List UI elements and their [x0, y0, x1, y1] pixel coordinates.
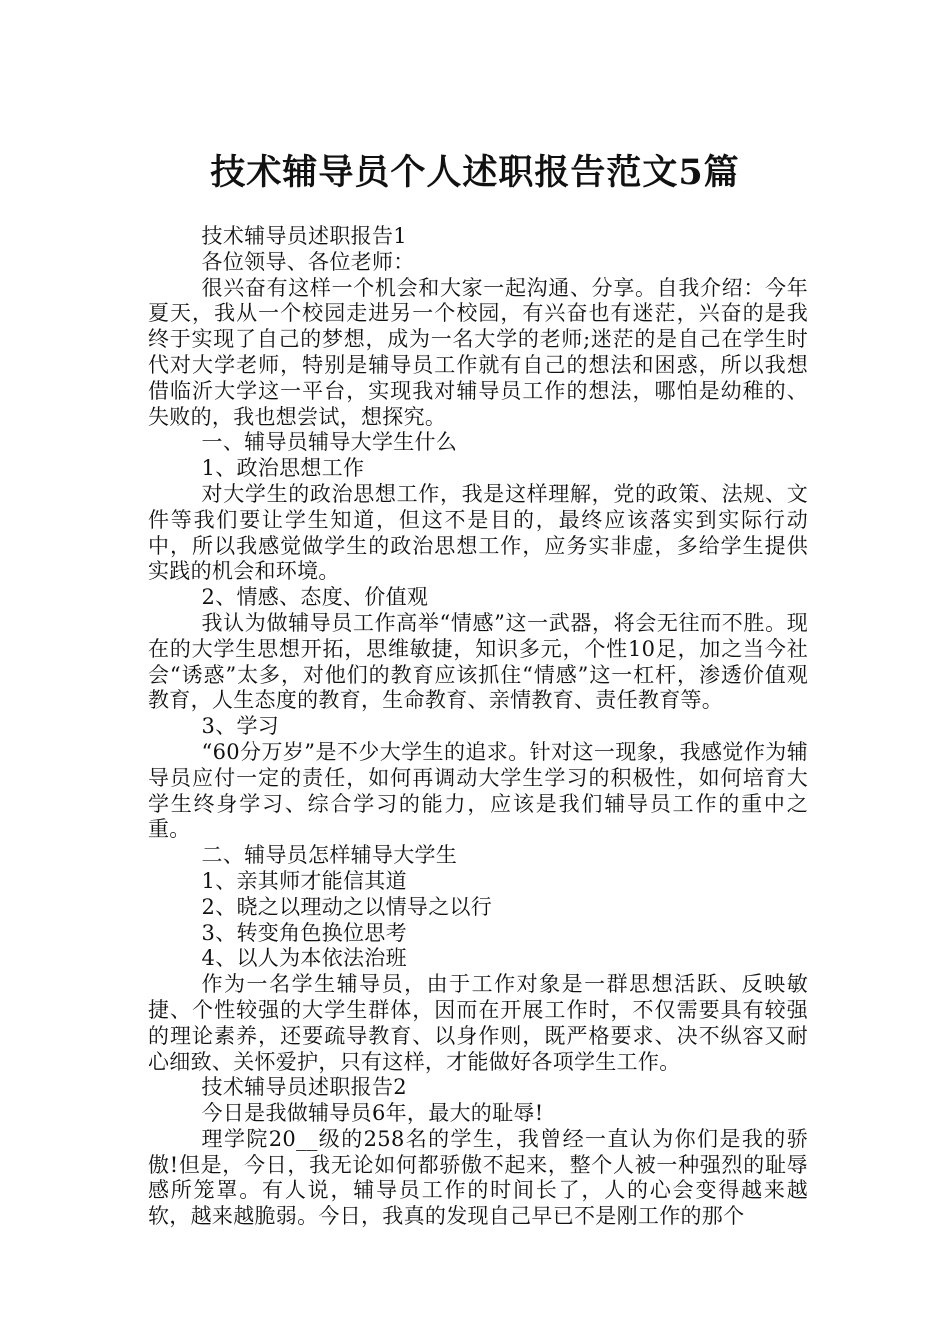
- paragraph: 今日是我做辅导员6年，最大的耻辱!: [201, 1101, 544, 1126]
- section-heading: 技术辅导员述职报告2: [201, 1075, 407, 1100]
- list-item: 3、转变角色换位思考: [201, 920, 407, 945]
- list-item: 2、晓之以理动之以情导之以行: [201, 894, 493, 919]
- subheading: 3、学习: [201, 714, 280, 739]
- paragraph: 对大学生的政治思想工作，我是这样理解，党的政策、法规、文件等我们要让学生知道，但这不是目的，最终应该落实到实际行动中，所以我感觉做学生的政治思想工作，应务实非虚，多给学生提供实践的机会和环境。: [148, 481, 808, 584]
- page-title: 技术辅导员个人述职报告范文5篇: [210, 152, 740, 194]
- section-heading: 技术辅导员述职报告1: [201, 224, 407, 248]
- list-item: 4、以人为本依法治班: [201, 946, 407, 971]
- paragraph: 很兴奋有这样一个机会和大家一起沟通、分享。自我介绍：今年夏天，我从一个校园走进另一个校园，有兴奋也有迷茫，兴奋的是我终于实现了自己的梦想，成为一名大学的老师;迷茫的是自己在学生时代对大学老师，特别是辅导员工作就有自己的想法和困惑，所以我想借临沂大学这一平台，实现我对辅导员工作的想法，哪怕是幼稚的、失败的，我也想尝试，想探究。: [148, 275, 808, 429]
- document-body: [148, 224, 808, 1230]
- list-item: 1、亲其师才能信其道: [201, 868, 407, 893]
- paragraph: 作为一名学生辅导员，由于工作对象是一群思想活跃、反映敏捷、个性较强的大学生群体，因而在开展工作时，不仅需要具有较强的理论素养，还要疏导教育、以身作则，既严格要求、决不纵容又耐心细致、关怀爱护，只有这样，才能做好各项学生工作。: [148, 972, 808, 1074]
- subheading: 1、政治思想工作: [201, 456, 365, 481]
- paragraph: “60分万岁”是不少大学生的追求。针对这一现象，我感觉作为辅导员应付一定的责任，如何再调动大学生学习的积极性，如何培育大学生终身学习、综合学习的能力，应该是我们辅导员工作的重中之重。: [148, 739, 808, 842]
- subheading: 一、辅导员辅导大学生什么: [201, 430, 458, 455]
- subheading: 二、辅导员怎样辅导大学生: [201, 843, 458, 868]
- subheading: 2、情感、态度、价值观: [201, 585, 429, 610]
- paragraph: 我认为做辅导员工作高举“情感”这一武器，将会无往而不胜。现在的大学生思想开拓，思维敏捷，知识多元，个性10足，加之当今社会“诱惑”太多，对他们的教育应该抓住“情感”这一杠杆，渗透价值观教育，人生态度的教育，生命教育、亲情教育、责任教育等。: [148, 610, 808, 713]
- salutation: 各位领导、各位老师：: [201, 249, 415, 274]
- paragraph: 理学院20__级的258名的学生，我曾经一直认为你们是我的骄傲!但是，今日，我无论如何都骄傲不起来，整个人被一种强烈的耻辱感所笼罩。有人说，辅导员工作的时间长了，人的心会变得越来越软，越来越脆弱。今日，我真的发现自己早已不是刚工作的那个: [148, 1126, 808, 1229]
